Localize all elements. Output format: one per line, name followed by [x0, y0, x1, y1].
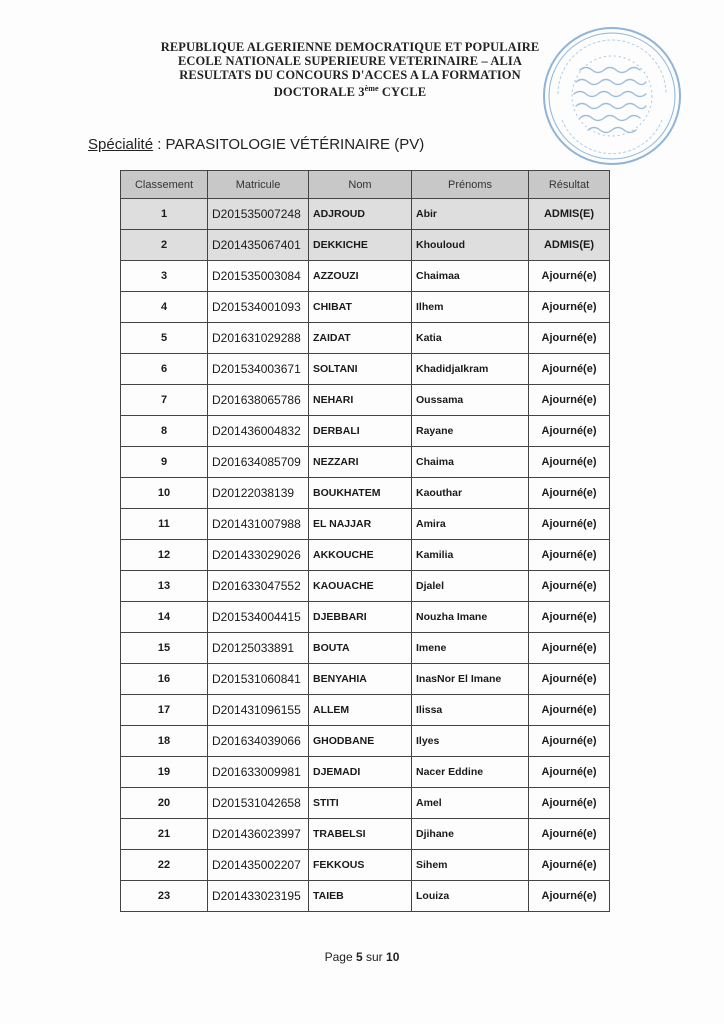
cell-nom: DJEMADI [309, 757, 412, 788]
footer-page-total: 10 [386, 950, 400, 964]
cell-prenoms: KhadidjaIkram [412, 354, 529, 385]
cell-nom: AZZOUZI [309, 261, 412, 292]
table-row [121, 261, 610, 292]
cell-nom: CHIBAT [309, 292, 412, 323]
cell-nom: KAOUACHE [309, 571, 412, 602]
cell-classement: 15 [121, 633, 208, 664]
cell-classement: 17 [121, 695, 208, 726]
cell-resultat: Ajourné(e) [529, 726, 610, 757]
table-row [121, 571, 610, 602]
cell-prenoms: InasNor El Imane [412, 664, 529, 695]
cell-classement: 18 [121, 726, 208, 757]
header-line-4-sup: ème [364, 84, 379, 93]
cell-nom: ZAIDAT [309, 323, 412, 354]
table-row [121, 447, 610, 478]
table-row [121, 540, 610, 571]
cell-prenoms: Amel [412, 788, 529, 819]
cell-nom: DJEBBARI [309, 602, 412, 633]
cell-prenoms: Ilissa [412, 695, 529, 726]
cell-prenoms: Djihane [412, 819, 529, 850]
cell-prenoms: Amira [412, 509, 529, 540]
cell-matricule: D20122038139 [208, 478, 309, 509]
cell-matricule: D201431007988 [208, 509, 309, 540]
cell-nom: SOLTANI [309, 354, 412, 385]
cell-resultat: Ajourné(e) [529, 664, 610, 695]
cell-nom: EL NAJJAR [309, 509, 412, 540]
cell-prenoms: Rayane [412, 416, 529, 447]
cell-prenoms: Kaouthar [412, 478, 529, 509]
cell-matricule: D20125033891 [208, 633, 309, 664]
cell-classement: 7 [121, 385, 208, 416]
cell-resultat: Ajourné(e) [529, 292, 610, 323]
cell-prenoms: Ilyes [412, 726, 529, 757]
cell-resultat: Ajourné(e) [529, 447, 610, 478]
cell-nom: TRABELSI [309, 819, 412, 850]
cell-resultat: Ajourné(e) [529, 819, 610, 850]
cell-classement: 1 [121, 199, 208, 230]
cell-classement: 2 [121, 230, 208, 261]
cell-resultat: Ajourné(e) [529, 757, 610, 788]
column-header-matricule: Matricule [208, 171, 309, 199]
cell-resultat: Ajourné(e) [529, 788, 610, 819]
table-row [121, 881, 610, 912]
cell-resultat: Ajourné(e) [529, 602, 610, 633]
cell-prenoms: Ilhem [412, 292, 529, 323]
header-line-3: RESULTATS DU CONCOURS D'ACCES A LA FORMATION [179, 68, 521, 82]
cell-matricule: D201534001093 [208, 292, 309, 323]
cell-resultat: Ajourné(e) [529, 850, 610, 881]
cell-matricule: D201534004415 [208, 602, 309, 633]
cell-nom: ALLEM [309, 695, 412, 726]
table-row [121, 416, 610, 447]
table-row [121, 757, 610, 788]
cell-matricule: D201531060841 [208, 664, 309, 695]
cell-matricule: D201634039066 [208, 726, 309, 757]
cell-resultat: Ajourné(e) [529, 509, 610, 540]
cell-matricule: D201436023997 [208, 819, 309, 850]
cell-resultat: Ajourné(e) [529, 385, 610, 416]
footer-page-number: 5 [355, 950, 363, 964]
cell-nom: STITI [309, 788, 412, 819]
cell-nom: BOUTA [309, 633, 412, 664]
column-header-nom: Nom [309, 171, 412, 199]
table-row [121, 602, 610, 633]
cell-matricule: D201433023195 [208, 881, 309, 912]
cell-nom: AKKOUCHE [309, 540, 412, 571]
column-header-prenoms: Prénoms [412, 171, 529, 199]
specialite-line [88, 136, 424, 153]
cell-prenoms: Chaimaa [412, 261, 529, 292]
cell-classement: 19 [121, 757, 208, 788]
cell-resultat: ADMIS(E) [529, 199, 610, 230]
cell-classement: 14 [121, 602, 208, 633]
table-row [121, 292, 610, 323]
cell-matricule: D201535007248 [208, 199, 309, 230]
cell-matricule: D201638065786 [208, 385, 309, 416]
cell-resultat: Ajourné(e) [529, 881, 610, 912]
cell-matricule: D201633047552 [208, 571, 309, 602]
cell-classement: 20 [121, 788, 208, 819]
cell-matricule: D201634085709 [208, 447, 309, 478]
cell-prenoms: Chaima [412, 447, 529, 478]
cell-matricule: D201534003671 [208, 354, 309, 385]
cell-nom: NEHARI [309, 385, 412, 416]
cell-resultat: Ajourné(e) [529, 416, 610, 447]
cell-prenoms: Djalel [412, 571, 529, 602]
cell-matricule: D201435067401 [208, 230, 309, 261]
cell-prenoms: Nouzha Imane [412, 602, 529, 633]
cell-nom: TAIEB [309, 881, 412, 912]
table-row [121, 199, 610, 230]
cell-resultat: Ajourné(e) [529, 261, 610, 292]
table-row [121, 230, 610, 261]
cell-matricule: D201433029026 [208, 540, 309, 571]
cell-nom: FEKKOUS [309, 850, 412, 881]
cell-classement: 8 [121, 416, 208, 447]
table-row [121, 850, 610, 881]
cell-prenoms: Nacer Eddine [412, 757, 529, 788]
table-row [121, 695, 610, 726]
cell-resultat: Ajourné(e) [529, 478, 610, 509]
table-row [121, 664, 610, 695]
cell-matricule: D201531042658 [208, 788, 309, 819]
header-line-2: ECOLE NATIONALE SUPERIEURE VETERINAIRE – ALIA [177, 54, 523, 68]
cell-nom: BENYAHIA [309, 664, 412, 695]
cell-classement: 5 [121, 323, 208, 354]
cell-prenoms: Abir [412, 199, 529, 230]
cell-classement: 3 [121, 261, 208, 292]
cell-prenoms: Oussama [412, 385, 529, 416]
cell-prenoms: Sihem [412, 850, 529, 881]
header-line-1: REPUBLIQUE ALGERIENNE DEMOCRATIQUE ET POPULAIRE [160, 40, 540, 54]
cell-prenoms: Imene [412, 633, 529, 664]
cell-classement: 11 [121, 509, 208, 540]
table-row [121, 819, 610, 850]
cell-matricule: D201431096155 [208, 695, 309, 726]
header-line-4-pre: DOCTORALE 3 [273, 85, 365, 100]
cell-resultat: ADMIS(E) [529, 230, 610, 261]
cell-nom: DERBALI [309, 416, 412, 447]
cell-resultat: Ajourné(e) [529, 633, 610, 664]
results-body [121, 199, 610, 912]
table-row [121, 726, 610, 757]
table-row [121, 509, 610, 540]
footer-page-prefix: Page [324, 950, 356, 964]
cell-classement: 16 [121, 664, 208, 695]
cell-matricule: D201436004832 [208, 416, 309, 447]
page-footer [0, 950, 724, 964]
table-row [121, 323, 610, 354]
cell-nom: ADJROUD [309, 199, 412, 230]
cell-classement: 10 [121, 478, 208, 509]
cell-matricule: D201633009981 [208, 757, 309, 788]
cell-nom: GHODBANE [309, 726, 412, 757]
cell-classement: 6 [121, 354, 208, 385]
cell-nom: DEKKICHE [309, 230, 412, 261]
cell-classement: 23 [121, 881, 208, 912]
table-header-row [121, 171, 610, 199]
cell-classement: 22 [121, 850, 208, 881]
specialite-label: Spécialité [88, 136, 154, 153]
cell-nom: NEZZARI [309, 447, 412, 478]
footer-page-mid: sur [362, 950, 387, 964]
cell-classement: 12 [121, 540, 208, 571]
cell-resultat: Ajourné(e) [529, 571, 610, 602]
header-line-4-post: CYCLE [378, 85, 427, 100]
table-row [121, 478, 610, 509]
cell-matricule: D201435002207 [208, 850, 309, 881]
cell-prenoms: Kamilia [412, 540, 529, 571]
cell-classement: 9 [121, 447, 208, 478]
table-row [121, 385, 610, 416]
official-stamp-icon [540, 24, 684, 168]
cell-matricule: D201535003084 [208, 261, 309, 292]
cell-resultat: Ajourné(e) [529, 323, 610, 354]
cell-classement: 21 [121, 819, 208, 850]
cell-prenoms: Khouloud [412, 230, 529, 261]
cell-matricule: D201631029288 [208, 323, 309, 354]
table-row [121, 788, 610, 819]
cell-classement: 13 [121, 571, 208, 602]
cell-resultat: Ajourné(e) [529, 695, 610, 726]
cell-resultat: Ajourné(e) [529, 540, 610, 571]
results-table [120, 170, 610, 912]
cell-nom: BOUKHATEM [309, 478, 412, 509]
column-header-classement: Classement [121, 171, 208, 199]
cell-resultat: Ajourné(e) [529, 354, 610, 385]
cell-prenoms: Louiza [412, 881, 529, 912]
document-header [130, 40, 570, 99]
cell-prenoms: Katia [412, 323, 529, 354]
table-row [121, 354, 610, 385]
column-header-resultat: Résultat [529, 171, 610, 199]
table-row [121, 633, 610, 664]
specialite-value: : PARASITOLOGIE VÉTÉRINAIRE (PV) [153, 136, 425, 153]
cell-classement: 4 [121, 292, 208, 323]
header-line-4 [130, 82, 570, 99]
